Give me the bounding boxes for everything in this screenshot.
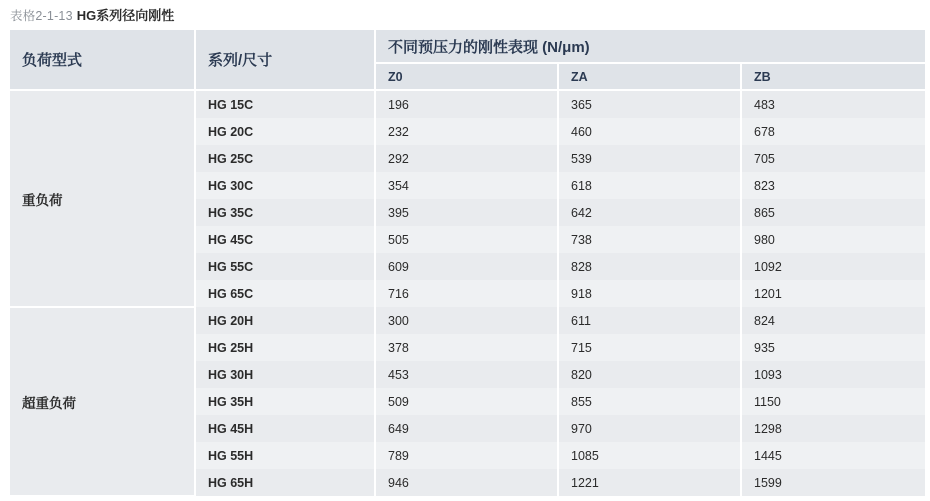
value-zb: 1201 — [741, 280, 925, 307]
series-cell: HG 55C — [195, 253, 375, 280]
value-zb: 705 — [741, 145, 925, 172]
value-zb: 1093 — [741, 361, 925, 388]
value-zb: 824 — [741, 307, 925, 334]
value-za: 1085 — [558, 442, 741, 469]
load-type-cell: 超重负荷 — [10, 307, 195, 496]
series-cell: HG 30C — [195, 172, 375, 199]
caption-number: 表格2-1-13 — [10, 9, 73, 23]
series-cell: HG 55H — [195, 442, 375, 469]
value-z0: 232 — [375, 118, 558, 145]
series-cell: HG 45C — [195, 226, 375, 253]
value-z0: 505 — [375, 226, 558, 253]
value-za: 611 — [558, 307, 741, 334]
value-za: 715 — [558, 334, 741, 361]
value-z0: 716 — [375, 280, 558, 307]
value-zb: 1092 — [741, 253, 925, 280]
table-row — [10, 90, 925, 118]
value-za: 918 — [558, 280, 741, 307]
load-type-cell: 重负荷 — [10, 90, 195, 307]
series-cell: HG 15C — [195, 90, 375, 118]
series-cell: HG 25C — [195, 145, 375, 172]
value-z0: 395 — [375, 199, 558, 226]
value-z0: 292 — [375, 145, 558, 172]
value-za: 855 — [558, 388, 741, 415]
header-series-size: 系列/尺寸 — [195, 30, 375, 90]
value-z0: 509 — [375, 388, 558, 415]
caption-title: HG系列径向刚性 — [76, 8, 175, 23]
series-cell: HG 65H — [195, 469, 375, 496]
value-zb: 935 — [741, 334, 925, 361]
value-zb: 1150 — [741, 388, 925, 415]
value-z0: 609 — [375, 253, 558, 280]
value-za: 970 — [558, 415, 741, 442]
table-row — [10, 307, 925, 334]
value-zb: 865 — [741, 199, 925, 226]
value-z0: 354 — [375, 172, 558, 199]
header-row-main — [10, 30, 925, 63]
value-zb: 1445 — [741, 442, 925, 469]
header-zb: ZB — [741, 63, 925, 90]
series-cell: HG 20C — [195, 118, 375, 145]
series-cell: HG 30H — [195, 361, 375, 388]
value-za: 539 — [558, 145, 741, 172]
value-z0: 649 — [375, 415, 558, 442]
value-zb: 1599 — [741, 469, 925, 496]
value-z0: 196 — [375, 90, 558, 118]
value-zb: 483 — [741, 90, 925, 118]
value-z0: 378 — [375, 334, 558, 361]
value-za: 820 — [558, 361, 741, 388]
value-z0: 300 — [375, 307, 558, 334]
series-cell: HG 45H — [195, 415, 375, 442]
table-body — [10, 90, 925, 496]
value-za: 642 — [558, 199, 741, 226]
value-zb: 823 — [741, 172, 925, 199]
header-preload-group: 不同预压力的刚性表现 (N/μm) — [375, 30, 925, 63]
value-za: 1221 — [558, 469, 741, 496]
header-za: ZA — [558, 63, 741, 90]
value-za: 738 — [558, 226, 741, 253]
value-zb: 980 — [741, 226, 925, 253]
table-head — [10, 30, 925, 90]
series-cell: HG 20H — [195, 307, 375, 334]
series-cell: HG 25H — [195, 334, 375, 361]
value-za: 365 — [558, 90, 741, 118]
series-cell: HG 65C — [195, 280, 375, 307]
value-z0: 453 — [375, 361, 558, 388]
value-z0: 789 — [375, 442, 558, 469]
header-load-type: 负荷型式 — [10, 30, 195, 90]
series-cell: HG 35C — [195, 199, 375, 226]
table-caption — [0, 0, 930, 30]
value-za: 460 — [558, 118, 741, 145]
series-cell: HG 35H — [195, 388, 375, 415]
value-z0: 946 — [375, 469, 558, 496]
stiffness-table — [10, 30, 925, 497]
value-za: 618 — [558, 172, 741, 199]
value-za: 828 — [558, 253, 741, 280]
header-z0: Z0 — [375, 63, 558, 90]
value-zb: 1298 — [741, 415, 925, 442]
value-zb: 678 — [741, 118, 925, 145]
